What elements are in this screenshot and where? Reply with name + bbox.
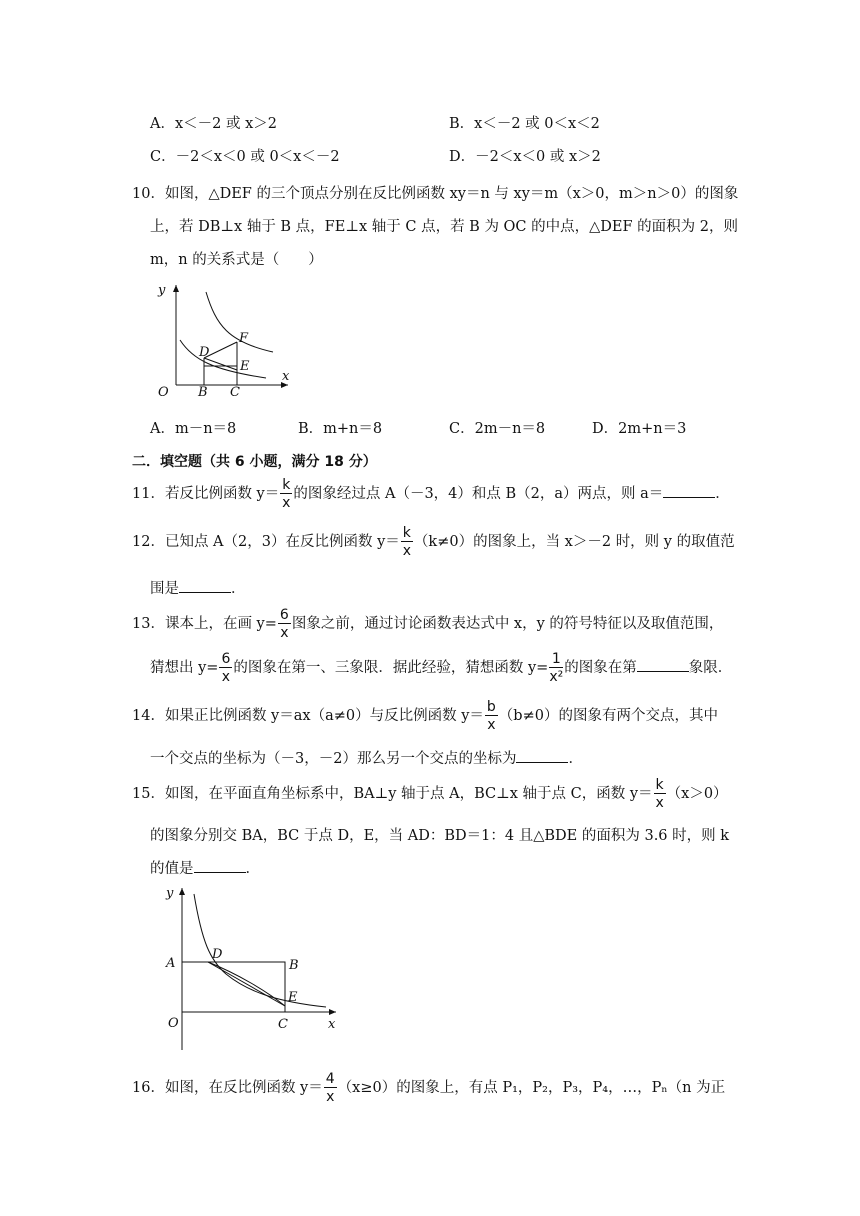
q10-figure	[148, 280, 298, 400]
q13-answer-blank[interactable]	[637, 659, 689, 672]
q10-fig-label-f: F	[239, 331, 249, 346]
q10-line-2: 上，若 DB⊥x 轴于 B 点，FE⊥x 轴于 C 点，若 B 为 OC 的中点，△DEF 的面积为 2，则	[150, 219, 739, 235]
q15-line-3-text: 的值是	[150, 861, 194, 877]
q11-fraction	[280, 478, 292, 510]
q13-l2-fraction-2	[549, 652, 563, 684]
q13-post: 图象之前，通过讨论函数表达式中 x，y 的符号特征以及取值范围，	[291, 616, 724, 632]
q16-post: （x≥0）的图象上，有点 P₁，P₂，P₃，P₄，…，Pₙ（n 为正	[337, 1080, 726, 1096]
q11-answer-blank[interactable]	[663, 485, 715, 498]
q12-denominator: x	[402, 543, 411, 559]
q15-post: （x＞0）	[666, 786, 728, 802]
q13-l2-post: 的图象在第	[564, 660, 637, 676]
q13-l2-end: 象限．	[688, 660, 733, 676]
q15-denominator: x	[655, 795, 664, 811]
q15-fig-label-c: C	[278, 1017, 288, 1032]
q10-option-b: B．m+n＝8	[298, 421, 383, 437]
q14-denominator: x	[487, 717, 496, 733]
q13	[132, 608, 723, 640]
q13-l2-pre: 猜想出 y=	[150, 660, 219, 676]
q13-numerator: 6	[279, 607, 289, 623]
q16-pre: 16．如图，在反比例函数 y＝	[132, 1080, 323, 1096]
q11-end: ．	[715, 486, 730, 502]
q15-line-3	[150, 857, 260, 878]
q15-line-2: 的图象分别交 BA，BC 于点 D，E，当 AD：BD＝1：4 且△BDE 的面积为 3.6 时，则 k	[150, 828, 730, 844]
q10-fig-label-c: C	[230, 385, 240, 400]
q14-post: （b≠0）的图象有两个交点，其中	[498, 708, 718, 724]
q9-option-c: C．－2＜x＜0 或 0＜x＜－2	[150, 149, 340, 165]
q14	[132, 700, 718, 732]
q10-fig-label-y: y	[158, 283, 166, 298]
q10-fig-label-x: x	[282, 369, 290, 384]
q11	[132, 478, 730, 510]
q15-fraction	[654, 778, 666, 810]
q15-fig-label-x: x	[328, 1017, 336, 1032]
q12-line-2	[150, 577, 246, 598]
q11-denominator: x	[282, 495, 291, 511]
q9-option-d: D．－2＜x＜0 或 x＞2	[449, 149, 601, 165]
q10-fig-label-e: E	[240, 359, 250, 374]
q10-line-1: 10．如图，△DEF 的三个顶点分别在反比例函数 xy＝n 与 xy＝m（x＞0，m＞n＞0）的图象	[132, 186, 739, 202]
q13-line-2	[150, 652, 732, 684]
q15	[132, 778, 728, 810]
q11-pre: 11．若反比例函数 y＝	[132, 486, 280, 502]
q11-numerator: k	[282, 477, 291, 493]
q12-fraction	[401, 526, 413, 558]
q10-option-a: A．m－n＝8	[150, 421, 237, 437]
q16-denominator: x	[326, 1089, 335, 1105]
q12-line-2-text: 围是	[150, 581, 179, 597]
q10-option-d: D．2m+n＝3	[592, 421, 687, 437]
q14-line-2	[150, 747, 583, 768]
q14-end: ．	[568, 751, 583, 767]
q12-end: ．	[231, 581, 246, 597]
q15-fig-label-e: E	[288, 990, 298, 1005]
q10-line-3: m，n 的关系式是（ ）	[150, 252, 323, 268]
q10-fig-label-o: O	[158, 385, 169, 400]
q10-fig-label-b: B	[198, 385, 208, 400]
q14-answer-blank[interactable]	[516, 750, 568, 763]
q12-pre: 12．已知点 A（2，3）在反比例函数 y＝	[132, 534, 400, 550]
q15-fig-label-b: B	[289, 958, 299, 973]
q13-l2-mid: 的图象在第一、三象限．据此经验，猜想函数 y=	[233, 660, 549, 676]
q16	[132, 1072, 725, 1104]
q13-l2-numerator-2: 1	[549, 652, 563, 668]
q15-answer-blank[interactable]	[194, 860, 246, 873]
q14-numerator: b	[486, 699, 496, 715]
q16-fraction	[324, 1072, 337, 1104]
q12	[132, 526, 735, 558]
q9-option-b: B．x＜－2 或 0＜x＜2	[449, 116, 600, 132]
q13-l2-denominator: x	[221, 669, 231, 685]
q13-l2-numerator: 6	[221, 651, 231, 667]
q10-fig-label-d: D	[199, 345, 210, 360]
q12-post: （k≠0）的图象上，当 x＞－2 时，则 y 的取值范	[413, 534, 735, 550]
q14-pre: 14．如果正比例函数 y＝ax（a≠0）与反比例函数 y＝	[132, 708, 484, 724]
q13-pre: 13．课本上，在画 y=	[132, 616, 277, 632]
q15-fig-label-a: A	[166, 956, 176, 971]
q9-option-a: A．x＜－2 或 x＞2	[150, 116, 277, 132]
q15-pre: 15．如图，在平面直角坐标系中，BA⊥y 轴于点 A，BC⊥x 轴于点 C，函数 y＝	[132, 786, 653, 802]
section-2-heading: 二．填空题（共 6 小题，满分 18 分）	[132, 454, 377, 470]
q16-numerator: 4	[325, 1071, 335, 1087]
q10-option-c: C．2m－n＝8	[449, 421, 546, 437]
q15-fig-label-o: O	[168, 1016, 179, 1031]
q15-fig-label-d: D	[212, 947, 223, 962]
q13-l2-fraction	[219, 652, 232, 684]
q13-fraction	[278, 608, 291, 640]
q12-answer-blank[interactable]	[179, 580, 231, 593]
q14-line-2-text: 一个交点的坐标为（－3，－2）那么另一个交点的坐标为	[150, 751, 517, 767]
q14-fraction	[485, 700, 498, 732]
q15-numerator: k	[655, 777, 664, 793]
q11-post: 的图象经过点 A（－3，4）和点 B（2，a）两点，则 a＝	[293, 486, 664, 502]
q15-fig-label-y: y	[166, 886, 174, 901]
q15-end: ．	[245, 861, 260, 877]
q13-l2-denominator-2: x²	[549, 669, 564, 685]
q13-denominator: x	[280, 625, 289, 641]
q12-numerator: k	[402, 525, 411, 541]
q15-figure	[158, 882, 358, 1054]
